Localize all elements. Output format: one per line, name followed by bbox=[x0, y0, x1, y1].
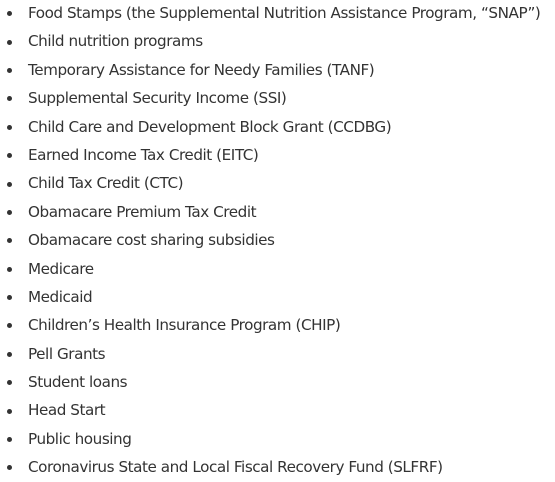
list-item bbox=[0, 0, 555, 27]
bullet-icon bbox=[7, 323, 12, 328]
list-item bbox=[0, 113, 555, 141]
list-item bbox=[0, 396, 555, 424]
bullet-icon bbox=[7, 352, 12, 357]
bullet-icon bbox=[7, 380, 12, 385]
list-item bbox=[0, 311, 555, 339]
list-item bbox=[0, 56, 555, 84]
list-item bbox=[0, 368, 555, 396]
bullet-icon bbox=[7, 182, 12, 187]
list-item bbox=[0, 27, 555, 55]
list-item bbox=[0, 84, 555, 112]
bullet-icon bbox=[7, 96, 12, 101]
list-item-text: Pell Grants bbox=[28, 344, 106, 363]
list-item-text: Children’s Health Insurance Program (CHIP) bbox=[28, 316, 341, 335]
list-item bbox=[0, 283, 555, 311]
list-item-text: Obamacare Premium Tax Credit bbox=[28, 202, 257, 221]
list-item-text: Child Care and Development Block Grant (CCDBG) bbox=[28, 117, 392, 136]
bullet-icon bbox=[7, 40, 12, 45]
bullet-icon bbox=[7, 210, 12, 215]
list-item-text: Medicare bbox=[28, 259, 94, 278]
bullet-icon bbox=[7, 68, 12, 73]
list-item-text: Student loans bbox=[28, 373, 128, 392]
list-item-text: Child Tax Credit (CTC) bbox=[28, 174, 184, 193]
bullet-icon bbox=[7, 238, 12, 243]
list-item bbox=[0, 340, 555, 368]
list-item bbox=[0, 169, 555, 197]
list-item-text: Supplemental Security Income (SSI) bbox=[28, 89, 287, 108]
list-item-text: Coronavirus State and Local Fiscal Recovery Fund (SLFRF) bbox=[28, 458, 443, 477]
bullet-icon bbox=[7, 409, 12, 414]
list-item-text: Medicaid bbox=[28, 287, 93, 306]
bullet-icon bbox=[7, 465, 12, 470]
bullet-icon bbox=[7, 295, 12, 300]
list-item-text: Obamacare cost sharing subsidies bbox=[28, 231, 275, 250]
bullet-icon bbox=[7, 11, 12, 16]
list-item-text: Head Start bbox=[28, 401, 106, 420]
list-item-text: Child nutrition programs bbox=[28, 32, 203, 51]
bullet-icon bbox=[7, 437, 12, 442]
list-item bbox=[0, 255, 555, 283]
list-item bbox=[0, 198, 555, 226]
list-item-text: Earned Income Tax Credit (EITC) bbox=[28, 145, 259, 164]
list-item bbox=[0, 141, 555, 169]
list-item-text: Temporary Assistance for Needy Families (TANF) bbox=[28, 60, 375, 79]
bullet-icon bbox=[7, 125, 12, 130]
list-item-text: Public housing bbox=[28, 429, 132, 448]
list-item-text: Food Stamps (the Supplemental Nutrition Assistance Program, “SNAP”) bbox=[28, 4, 541, 22]
bullet-icon bbox=[7, 153, 12, 158]
bullet-icon bbox=[7, 267, 12, 272]
list-item bbox=[0, 453, 555, 481]
list-item bbox=[0, 226, 555, 254]
list-item bbox=[0, 425, 555, 453]
